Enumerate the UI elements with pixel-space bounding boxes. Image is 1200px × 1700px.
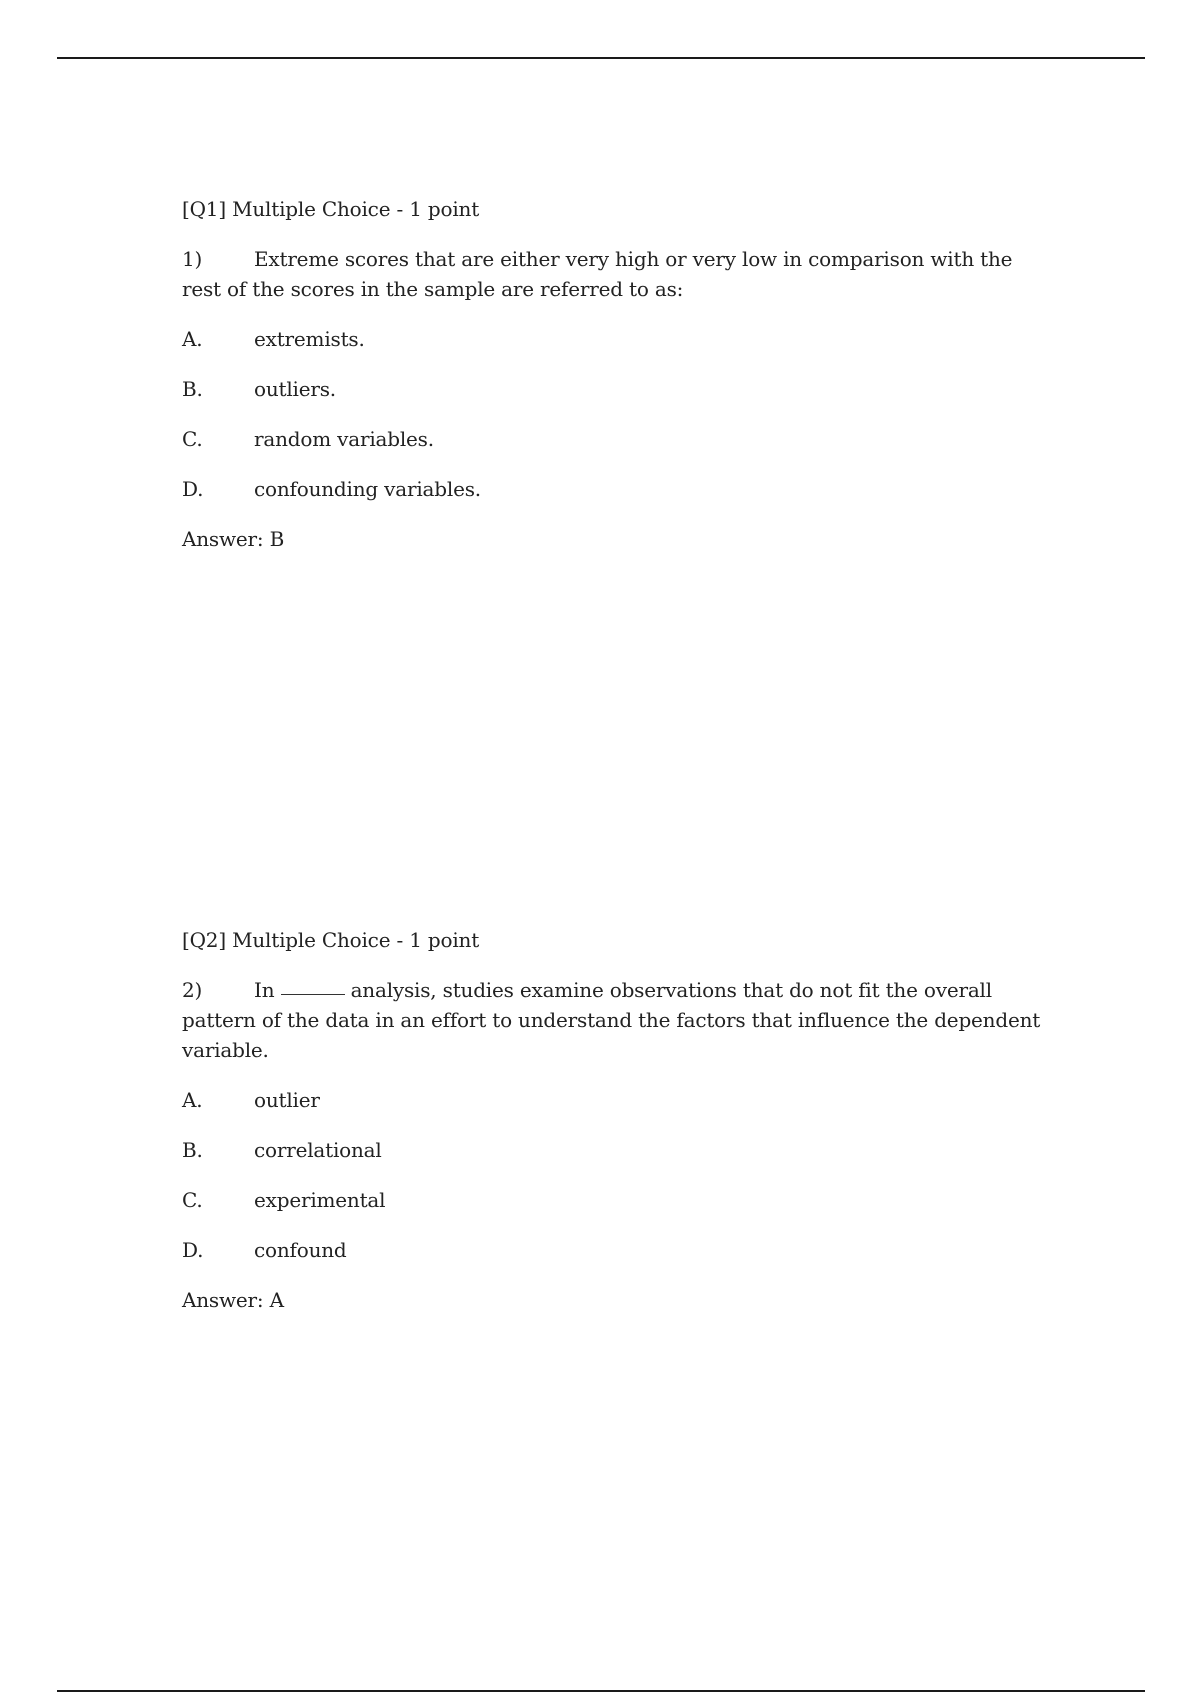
option-b [182, 374, 1052, 404]
option-letter: C. [182, 1188, 203, 1212]
option-text: correlational [254, 1138, 382, 1162]
option-c [182, 424, 1052, 454]
answer-key: Answer: B [182, 527, 285, 551]
question-1 [182, 194, 1052, 554]
option-text: confounding variables. [254, 477, 481, 501]
option-letter: D. [182, 1238, 204, 1262]
question-stem-text: Extreme scores that are either very high or very low in comparison with the rest of the scores in the sample are referred to as: [182, 247, 1013, 301]
question-header: [Q1] Multiple Choice - 1 point [182, 197, 480, 221]
option-letter: B. [182, 1138, 203, 1162]
option-a [182, 1085, 1052, 1115]
question-stem [182, 244, 1052, 304]
option-text: outlier [254, 1088, 320, 1112]
option-a [182, 324, 1052, 354]
option-d [182, 1235, 1052, 1265]
option-b [182, 1135, 1052, 1165]
question-stem-text-after: analysis, studies examine observations that do not fit the overall pattern of the data in an effort to understand the factors that influence the dependent variable. [182, 978, 1041, 1062]
option-letter: B. [182, 377, 203, 401]
question-number: 1) [182, 247, 203, 271]
question-stem-text-before: In [254, 978, 275, 1002]
option-text: extremists. [254, 327, 365, 351]
option-text: experimental [254, 1188, 386, 1212]
option-text: outliers. [254, 377, 336, 401]
bottom-rule [57, 1690, 1145, 1692]
option-letter: A. [182, 1088, 203, 1112]
option-letter: A. [182, 327, 203, 351]
option-d [182, 474, 1052, 504]
question-2 [182, 925, 1052, 1315]
option-text: random variables. [254, 427, 434, 451]
option-text: confound [254, 1238, 347, 1262]
fill-in-blank [281, 993, 345, 995]
option-letter: C. [182, 427, 203, 451]
top-rule [57, 57, 1145, 59]
question-number: 2) [182, 978, 203, 1002]
option-c [182, 1185, 1052, 1215]
question-header: [Q2] Multiple Choice - 1 point [182, 928, 480, 952]
answer-key: Answer: A [182, 1288, 284, 1312]
question-stem [182, 975, 1052, 1065]
option-letter: D. [182, 477, 204, 501]
